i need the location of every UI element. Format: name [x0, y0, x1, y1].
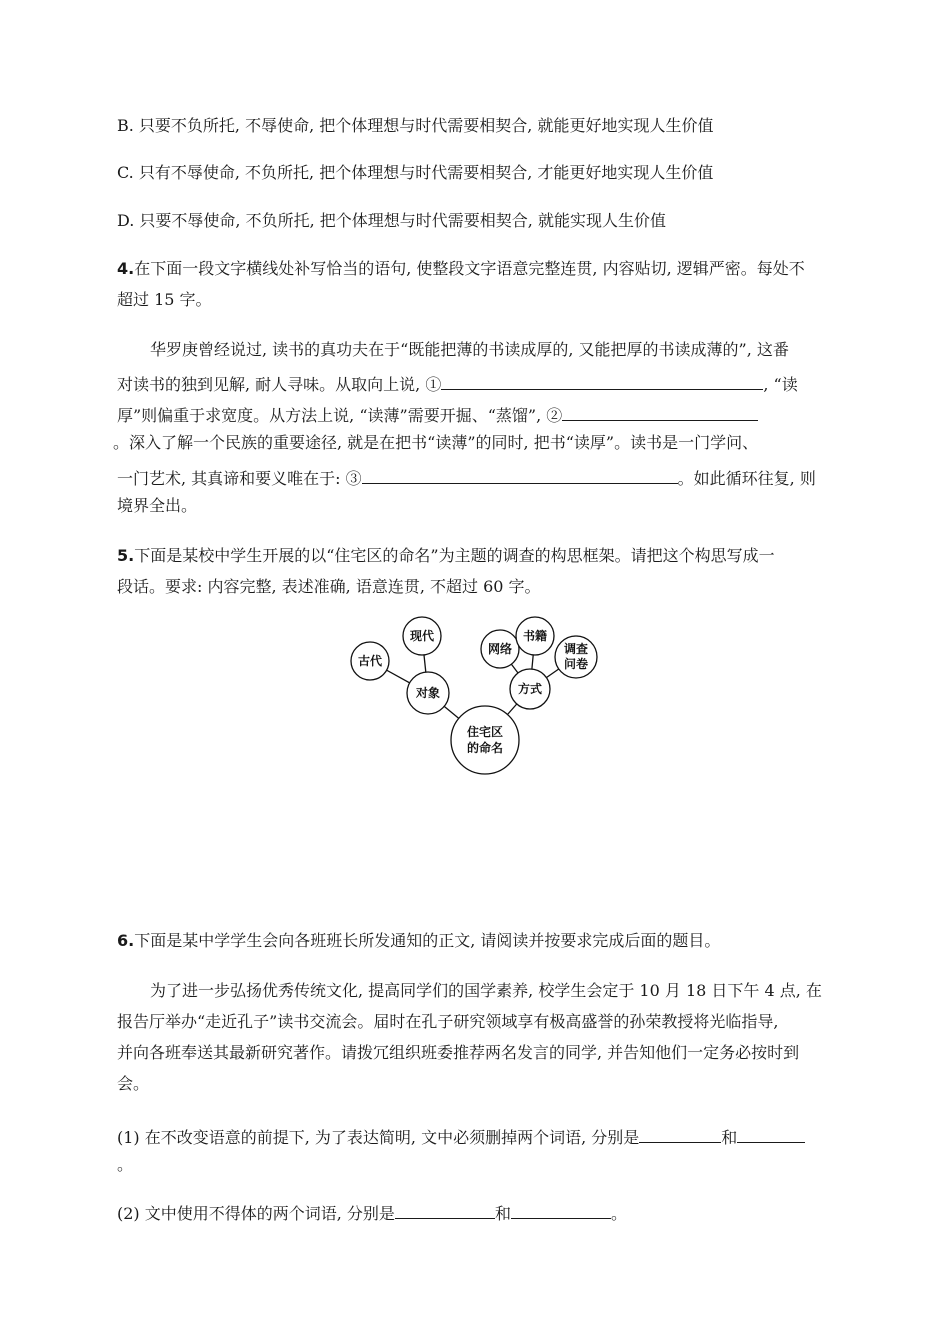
q6-subquestion-1 — [117, 1124, 805, 1148]
q6-subquestion-1-end: 。 — [117, 1155, 134, 1174]
q6-notice-line: 报告厅举办“走近孔子”读书交流会。届时在孔子研究领域享有极高盛誉的孙荣教授将光临指导, — [117, 1012, 779, 1031]
node-modern-label: 现代 — [409, 629, 435, 643]
paragraph-text: 厚”则偏重于求宽度。从方法上说, “读薄”需要开掘、“蒸馏”, ② — [117, 406, 563, 425]
prompt-text: 下面是某校中学生开展的以“住宅区的命名”为主题的调查的构思框架。请把这个构思写成一 — [134, 546, 775, 565]
node-root-label: 的命名 — [466, 741, 504, 755]
q6-notice-line: 为了进一步弘扬优秀传统文化, 提高同学们的国学素养, 校学生会定于 10 月 18 日下午 4 点, 在 — [150, 981, 822, 1000]
option-c: C. 只有不辱使命, 不负所托, 把个体理想与时代需要相契合, 才能更好地实现人生价值 — [117, 163, 714, 182]
node-method-label: 方式 — [517, 682, 543, 696]
q6-notice-line: 会。 — [117, 1074, 150, 1093]
question-4-prompt-cont: 超过 15 字。 — [117, 290, 212, 309]
paragraph-text: 对读书的独到见解, 耐人寻味。从取向上说, ① — [117, 375, 442, 394]
node-ancient-label: 古代 — [357, 654, 383, 668]
answer-blank-s1-1[interactable] — [639, 1124, 721, 1143]
q6-notice-line: 并向各班奉送其最新研究著作。请拨冗组织班委推荐两名发言的同学, 并告知他们一定务必按时到 — [117, 1043, 800, 1062]
q4-paragraph-line: 华罗庚曾经说过, 读书的真功夫在于“既能把薄的书读成厚的, 又能把厚的书读成薄的”, 这番 — [150, 340, 789, 359]
prompt-text: 在下面一段文字横线处补写恰当的语句, 使整段文字语意完整连贯, 内容贴切, 逻辑严密。每处不 — [134, 259, 805, 278]
node-root — [451, 706, 519, 774]
paragraph-text: , “读 — [763, 375, 798, 394]
prompt-text: 下面是某中学学生会向各班班长所发通知的正文, 请阅读并按要求完成后面的题目。 — [134, 931, 721, 950]
node-survey-label: 调查 — [563, 642, 589, 656]
answer-blank-s2-2[interactable] — [511, 1200, 611, 1219]
option-b: B. 只要不负所托, 不辱使命, 把个体理想与时代需要相契合, 就能更好地实现人生价值 — [117, 116, 714, 135]
question-5-prompt-cont: 段话。要求: 内容完整, 表述准确, 语意连贯, 不超过 60 字。 — [117, 577, 541, 596]
node-survey-label: 问卷 — [563, 657, 589, 671]
q4-paragraph-line: 。深入了解一个民族的重要途径, 就是在把书“读薄”的同时, 把书“读厚”。读书是一门学问、 — [113, 433, 759, 452]
option-d: D. 只要不辱使命, 不负所托, 把个体理想与时代需要相契合, 就能实现人生价值 — [117, 211, 666, 230]
answer-blank-s1-2[interactable] — [737, 1124, 805, 1143]
node-root-label: 住宅区 — [466, 725, 504, 739]
q4-paragraph-line: 境界全出。 — [117, 496, 198, 515]
node-network-label: 网络 — [487, 642, 513, 656]
question-number: 5. — [117, 546, 135, 565]
subquestion-text: (1) 在不改变语意的前提下, 为了表达简明, 文中必须删掉两个词语, 分别是 — [117, 1128, 640, 1147]
node-books-label: 书籍 — [522, 629, 548, 643]
node-object-label: 对象 — [415, 686, 441, 700]
subquestion-text: 和 — [494, 1204, 511, 1223]
paragraph-text: 一门艺术, 其真谛和要义唯在于: ③ — [117, 469, 362, 488]
question-number: 6. — [117, 931, 135, 950]
question-number: 4. — [117, 259, 135, 278]
q6-subquestion-2 — [117, 1200, 627, 1224]
subquestion-text: 。 — [610, 1204, 627, 1223]
answer-blank-s2-1[interactable] — [395, 1200, 495, 1219]
question-6-prompt — [117, 931, 720, 951]
paragraph-text: 。如此循环往复, 则 — [677, 469, 816, 488]
subquestion-text: (2) 文中使用不得体的两个词语, 分别是 — [117, 1204, 395, 1223]
subquestion-text: 和 — [721, 1128, 738, 1147]
